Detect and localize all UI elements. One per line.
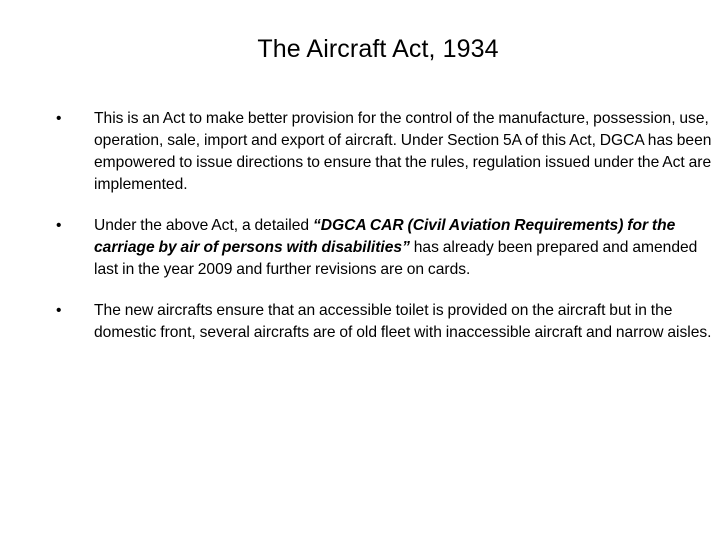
bullet-text: [94, 215, 716, 281]
bullet-text: This is an Act to make better provision for the control of the manufacture, possession, use, operation, sale, import and export of aircraft. Under Section 5A of this Act, DGCA has been empowered to issue directions to ensure that the rules, regulation issued under the Act are implemented.: [94, 110, 712, 193]
bullet-marker: •: [56, 110, 62, 127]
bullet-item: [56, 215, 716, 281]
bullet-item: [56, 300, 716, 344]
bullet-text-post: has already been prepared and amended last in the year 2009 and further revisions are on cards.: [94, 239, 698, 278]
bullet-item: [56, 108, 716, 196]
bullet-text: The new aircrafts ensure that an accessible toilet is provided on the aircraft but in the domestic front, several aircrafts are of old fleet with inaccessible aircraft and narrow aisles.: [94, 302, 712, 341]
slide-title: The Aircraft Act, 1934: [257, 35, 499, 63]
bullet-marker: •: [56, 302, 62, 319]
bullet-marker: •: [56, 217, 62, 234]
bullet-list: [56, 108, 716, 363]
bullet-text-pre: Under the above Act, a detailed: [94, 217, 313, 234]
bullet-text-emphasis: “DGCA CAR (Civil Aviation Requirements) for the carriage by air of persons with disabilities”: [94, 217, 676, 256]
